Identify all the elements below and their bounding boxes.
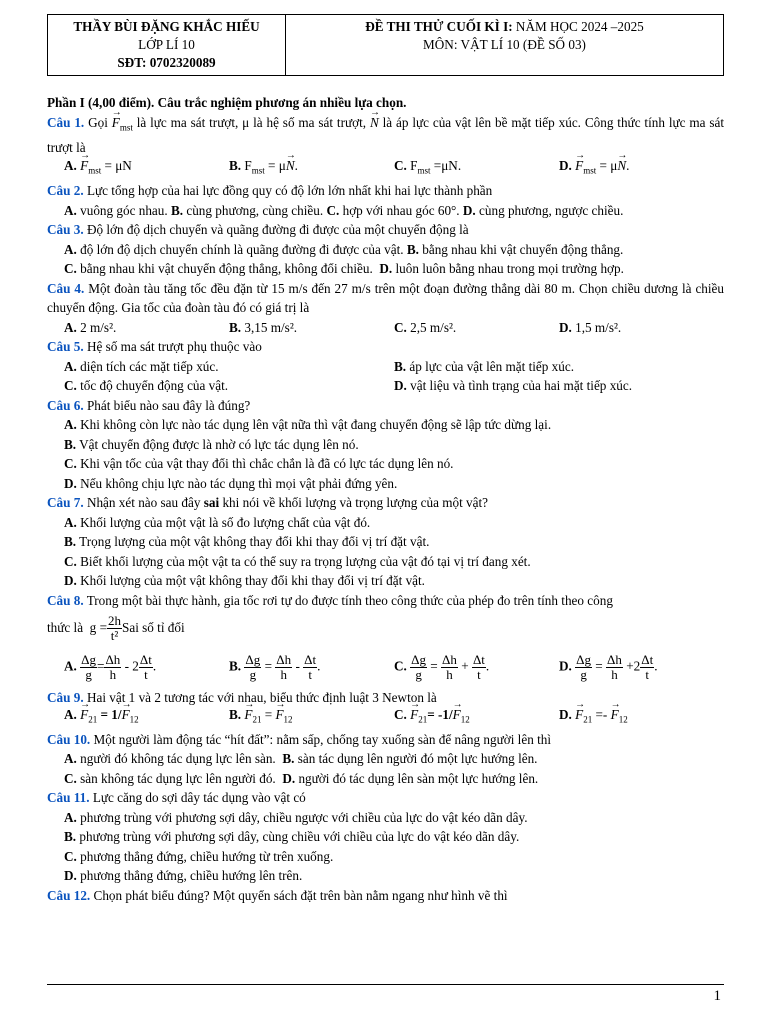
q7-option-a: A. Khối lượng của một vật là số đo lượng chất của vật đó. (64, 514, 371, 530)
question-2: Câu 2. Lực tổng hợp của hai lực đồng quy có độ lớn lớn nhất khi hai lực thành phần (47, 183, 493, 199)
question-11: Câu 11. Lực căng do sợi dây tác dụng vào vật có (47, 790, 306, 806)
question-10: Câu 10. Một người làm động tác “hít đất”: nằm sấp, chống tay xuống sàn để nâng người lên thì (47, 731, 552, 747)
question-7: Câu 7. Nhận xét nào sau đây sai khi nói về khối lượng và trọng lượng của một vật? (47, 495, 489, 511)
q6-option-c: C. Khi vận tốc của vật thay đổi thì chắc chắn là đã có lực tác dụng lên nó. (64, 456, 454, 472)
question-9: Câu 9. Hai vật 1 và 2 tương tác với nhau, biểu thức định luật 3 Newton là (47, 690, 437, 706)
question-8: Câu 8. Trong một bài thực hành, gia tốc rơi tự do được tính theo công thức của phép đo trên tính theo công (47, 592, 613, 608)
option-d: D. → $F_{21}$ =- → $F_{12}$ (559, 705, 724, 730)
question-5: Câu 5. Hệ số ma sát trượt phụ thuộc vào (47, 339, 262, 355)
question-1: Câu 1. Gọi → $F_{mst}$ là lực ma sát trượt, μ là hệ số ma sát trượt, → N là áp lực của vật lên bề mặt tiếp xúc. Công thức tính lực ma sát trượt là (47, 113, 724, 158)
q10-options-cd: C. sàn không tác dụng lực lên người đó. D. người đó tác dụng lên sàn một lực hướng lên. (64, 770, 539, 786)
question-6: Câu 6. Phát biểu nào sau đây là đúng? (47, 397, 251, 413)
q3-options-ab: A. độ lớn độ dịch chuyển chính là quãng đường đi được của vật. B. bằng nhau khi vật chuyển động thẳng. (64, 241, 624, 257)
q8-formula-line: thức là g = $\frac{2h}{\text{t²}}$ Sai số tỉ đối (47, 612, 185, 643)
part-heading: Phần I (4,00 điểm). Câu trắc nghiệm phương án nhiều lựa chọn. (47, 95, 407, 110)
q1-options (47, 157, 724, 181)
option-b: B. → $F_{21}$ = → $F_{12}$ (229, 705, 394, 730)
exam-info (286, 15, 724, 76)
teacher-info (48, 15, 286, 76)
q7-option-b: B. Trọng lượng của một vật không thay đổi khi thay đổi vị trí đặt vật. (64, 534, 430, 550)
option-c: C. → $F_{21}= -1/\to F_{12}$ (394, 705, 559, 730)
q6-option-a: A. Khi không còn lực nào tác dụng lên vật nữa thì vật đang chuyển động sẽ lập tức dừng lại. (64, 417, 552, 433)
q9-options (47, 708, 724, 730)
option-c: C. $\frac{\Delta g}{g}$ = $\frac{\Delta h}{h}$ + $\frac{\Delta t}{t}$ . (394, 651, 490, 682)
option-a: A. $\frac{\Delta g}{g}$ = $\frac{\Delta h}{h}$ - 2 $\frac{\Delta t}{t}$ . (64, 651, 157, 682)
exam-content (47, 93, 724, 905)
exam-title: ĐỀ THI THỬ CUỐI KÌ I: NĂM HỌC 2024 –2025 (365, 19, 644, 34)
option-a: A. → $F_{mst} = \mu N$ (64, 156, 229, 181)
header-table (47, 14, 724, 76)
question-3: Câu 3. Độ lớn độ dịch chuyển và quãng đường đi được của một chuyển động là (47, 222, 469, 238)
question-12: Câu 12. Chọn phát biểu đúng? Một quyển sách đặt trên bàn nằm ngang như hình vẽ thì (47, 887, 508, 903)
q6-option-d: D. Nếu không chịu lực nào tác dụng thì mọi vật phải đứng yên. (64, 475, 398, 491)
question-4: Câu 4. Một đoàn tàu tăng tốc đều đặn từ 15 m/s đến 27 m/s trên một đoạn đường thẳng dài 80 m. Chọn chiều dương là chiều chuyển động. Gia tốc của đoàn tàu đó có giá trị là (47, 280, 725, 316)
exam-page (47, 14, 724, 905)
q4-options: A. 2 m/s². B. 3,15 m/s². C. 2,5 m/s². D. 1,5 m/s². (64, 319, 622, 335)
question-number: Câu 1. (47, 114, 85, 130)
class-name: LỚP LÍ 10 (138, 37, 195, 52)
q7-option-d: D. Khối lượng của một vật không thay đổi khi thay đổi vị trí đặt vật. (64, 573, 425, 589)
q8-options (47, 646, 724, 688)
footer-divider (47, 984, 724, 985)
q11-option-a: A. phương trùng với phương sợi dây, chiều ngược với chiều của lực do vật kéo dãn dây. (64, 809, 528, 825)
q5-options-cd: C. tốc độ chuyển động của vật. D. vật liệu và tình trạng của hai mặt tiếp xúc. (64, 378, 633, 394)
phone-number: SĐT: 0702320089 (117, 55, 216, 70)
q6-option-b: B. Vật chuyển động được là nhờ có lực tác dụng lên nó. (64, 436, 359, 452)
option-d: D. $\frac{\Delta g}{g}$ = $\frac{\Delta h}{h}$ +2 $\frac{\Delta t}{t}$ . (559, 651, 658, 682)
q11-option-b: B. phương trùng với phương sợi dây, cùng chiều với chiều của lực do vật kéo dãn dây. (64, 829, 520, 845)
exam-subtitle: MÔN: VẬT LÍ 10 (ĐỀ SỐ 03) (423, 37, 586, 52)
q2-options: A. vuông góc nhau. B. cùng phương, cùng chiều. C. hợp với nhau góc 60°. D. cùng phương, ngược chiều. (64, 202, 624, 218)
teacher-name: THẦY BÙI ĐẶNG KHẮC HIẾU (73, 19, 260, 34)
q11-option-d: D. phương thẳng đứng, chiều hướng lên trên. (64, 868, 303, 884)
page-number: 1 (713, 988, 721, 1004)
option-d: D. → $F_{mst} = \mu\to N$. (559, 156, 724, 181)
q5-options-ab: A. diện tích các mặt tiếp xúc. B. áp lực của vật lên mặt tiếp xúc. (64, 358, 574, 374)
option-c: C. $F_{mst} =\mu N$. (394, 158, 462, 176)
q10-options-ab: A. người đó không tác dụng lực lên sàn. B. sàn tác dụng lên người đó một lực hướng lên. (64, 751, 538, 767)
g-formula: $\frac{2h}{\text{t²}}$ (108, 612, 121, 643)
q3-options-cd: C. bằng nhau khi vật chuyển động thẳng, không đổi chiều. D. luôn luôn bằng nhau trong mọi trường hợp. (64, 261, 624, 277)
q7-option-c: C. Biết khối lượng của một vật ta có thể suy ra trọng lượng của vật đó tại vị trí đang xét. (64, 553, 531, 569)
option-b: B. $\frac{\Delta g}{g}$ = $\frac{\Delta h}{h}$ - $\frac{\Delta t}{t}$ . (229, 651, 321, 682)
option-b: B. $F_{mst} = \mu\to N$. (229, 156, 394, 181)
option-a: A. → $F_{21} = 1/\to F_{12}$ (64, 705, 229, 730)
q11-option-c: C. phương thẳng đứng, chiều hướng từ trên xuống. (64, 848, 334, 864)
